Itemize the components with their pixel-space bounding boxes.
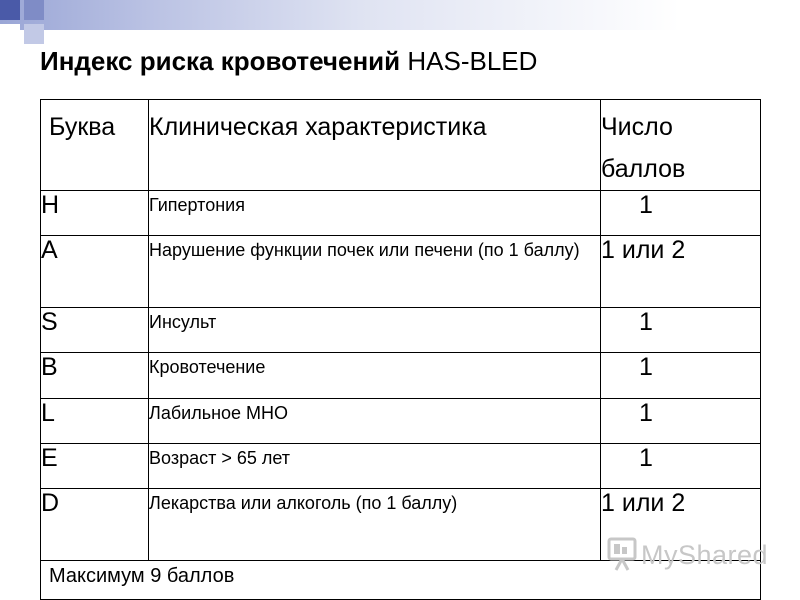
row-score: 1 bbox=[601, 353, 761, 398]
table-row bbox=[41, 398, 761, 443]
decorative-square bbox=[24, 0, 44, 20]
table-row bbox=[41, 236, 761, 308]
table-footer: Максимум 9 баллов bbox=[41, 560, 761, 599]
header-score bbox=[601, 100, 761, 191]
row-feature: Кровотечение bbox=[149, 353, 601, 398]
has-bled-table bbox=[40, 99, 761, 600]
header-score-line1: Число bbox=[601, 113, 673, 141]
table-row bbox=[41, 443, 761, 488]
table-row bbox=[41, 191, 761, 236]
row-score: 1 bbox=[601, 443, 761, 488]
decorative-square bbox=[24, 24, 44, 44]
row-score: 1 bbox=[601, 398, 761, 443]
watermark bbox=[607, 536, 767, 576]
row-score: 1 bbox=[601, 308, 761, 353]
row-letter: B bbox=[41, 353, 149, 398]
table-row bbox=[41, 308, 761, 353]
decorative-square bbox=[0, 24, 20, 44]
header-score-line2: баллов bbox=[601, 155, 686, 183]
table-row bbox=[41, 353, 761, 398]
slide-title-normal: HAS-BLED bbox=[407, 46, 538, 76]
table-header-row bbox=[41, 100, 761, 191]
row-letter: A bbox=[41, 236, 149, 308]
row-score: 1 или 2 bbox=[601, 236, 761, 308]
row-letter: S bbox=[41, 308, 149, 353]
row-score: 1 bbox=[601, 191, 761, 236]
row-feature: Гипертония bbox=[149, 191, 601, 236]
decorative-header-band bbox=[0, 0, 800, 30]
row-feature: Возраст > 65 лет bbox=[149, 443, 601, 488]
row-letter: L bbox=[41, 398, 149, 443]
row-letter: E bbox=[41, 443, 149, 488]
row-score: 1 или 2 bbox=[601, 488, 761, 560]
row-feature: Инсульт bbox=[149, 308, 601, 353]
presentation-screen-icon bbox=[607, 536, 639, 572]
slide-title-bold: Индекс риска кровотечений bbox=[40, 46, 401, 76]
row-feature: Нарушение функции почек или печени (по 1 баллу) bbox=[149, 236, 601, 308]
row-letter: D bbox=[41, 488, 149, 560]
row-letter: H bbox=[41, 191, 149, 236]
row-feature: Лекарства или алкоголь (по 1 баллу) bbox=[149, 488, 601, 560]
row-feature: Лабильное МНО bbox=[149, 398, 601, 443]
watermark-text: MyShared bbox=[641, 540, 769, 570]
slide-title bbox=[40, 44, 537, 78]
header-feature: Клиническая характеристика bbox=[149, 100, 601, 191]
header-letter: Буква bbox=[41, 100, 149, 191]
decorative-square bbox=[0, 0, 20, 20]
